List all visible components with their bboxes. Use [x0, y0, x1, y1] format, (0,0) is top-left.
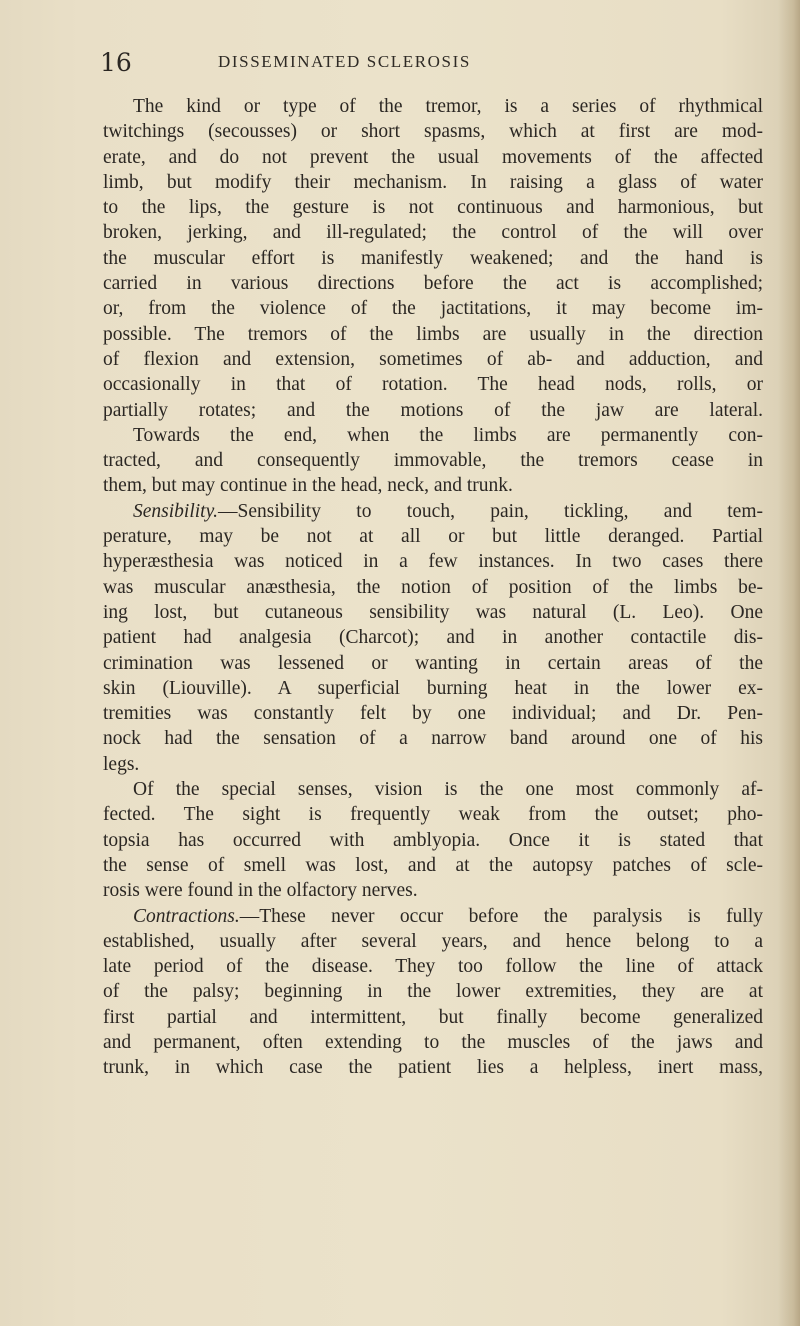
text-line: [103, 423, 763, 448]
text-line: [103, 473, 763, 498]
line-text: or, from the violence of the jactitations, it may become im-: [103, 298, 763, 320]
text-line: [103, 651, 763, 676]
line-text: and permanent, often extending to the muscles of the jaws and: [103, 1031, 763, 1053]
line-text: crimination was lessened or wanting in certain areas of the: [103, 652, 763, 674]
line-text: skin (Liouville). A superficial burning heat in the lower ex-: [103, 677, 763, 699]
section-heading: Contractions.: [133, 905, 240, 927]
line-text: perature, may be not at all or but little deranged. Partial: [103, 526, 763, 548]
line-text: erate, and do not prevent the usual movements of the affected: [103, 146, 763, 168]
text-line: [103, 726, 763, 751]
text-line: [103, 145, 763, 170]
body-text: [103, 94, 763, 1081]
text-line: [103, 600, 763, 625]
line-text: Towards the end, when the limbs are permanently con-: [133, 424, 763, 446]
text-line: [103, 979, 763, 1004]
line-text: —Sensibility to touch, pain, tickling, and tem-: [218, 500, 763, 522]
text-line: [103, 904, 763, 929]
text-line: [103, 524, 763, 549]
text-line: [103, 853, 763, 878]
text-line: [103, 802, 763, 827]
text-line: [103, 929, 763, 954]
line-text: of flexion and extension, sometimes of ab- and adduction, and: [103, 348, 763, 370]
line-text: patient had analgesia (Charcot); and in another contactile dis-: [103, 627, 763, 649]
line-text: limb, but modify their mechanism. In raising a glass of water: [103, 171, 763, 193]
text-line: [103, 372, 763, 397]
line-text: rosis were found in the olfactory nerves.: [103, 880, 418, 902]
line-text: possible. The tremors of the limbs are usually in the direction: [103, 323, 763, 345]
line-text: them, but may continue in the head, neck, and trunk.: [103, 475, 513, 497]
text-line: [103, 94, 763, 119]
text-line: [103, 499, 763, 524]
text-line: [103, 1055, 763, 1080]
line-text: Of the special senses, vision is the one most commonly af-: [133, 779, 763, 801]
text-line: [103, 398, 763, 423]
line-text: was muscular anæsthesia, the notion of position of the limbs be-: [103, 576, 763, 598]
text-line: [103, 549, 763, 574]
line-text: topsia has occurred with amblyopia. Once it is stated that: [103, 829, 763, 851]
text-line: [103, 170, 763, 195]
text-line: [103, 752, 763, 777]
page-number: 16: [100, 48, 132, 77]
text-line: [103, 220, 763, 245]
line-text: hyperæsthesia was noticed in a few instances. In two cases there: [103, 551, 763, 573]
text-line: [103, 347, 763, 372]
text-line: [103, 1005, 763, 1030]
line-text: late period of the disease. They too follow the line of attack: [103, 956, 763, 978]
line-text: the sense of smell was lost, and at the autopsy patches of scle-: [103, 854, 763, 876]
line-text: —These never occur before the paralysis is fully: [239, 905, 763, 927]
running-head: DISSEMINATED SCLEROSIS: [218, 52, 471, 71]
line-text: the muscular effort is manifestly weakened; and the hand is: [103, 247, 763, 269]
page-header: [100, 48, 780, 78]
line-text: broken, jerking, and ill-regulated; the control of the will over: [103, 222, 763, 244]
text-line: [103, 322, 763, 347]
text-line: [103, 119, 763, 144]
text-line: [103, 828, 763, 853]
text-line: [103, 246, 763, 271]
line-text: carried in various directions before the act is accomplished;: [103, 273, 763, 295]
line-text: tracted, and consequently immovable, the tremors cease in: [103, 450, 763, 472]
line-text: partially rotates; and the motions of the jaw are lateral.: [103, 399, 763, 421]
text-line: [103, 1030, 763, 1055]
text-line: [103, 777, 763, 802]
page-edge-shadow: [778, 0, 800, 1326]
line-text: nock had the sensation of a narrow band around one of his: [103, 728, 763, 750]
text-line: [103, 296, 763, 321]
text-line: [103, 676, 763, 701]
text-line: [103, 195, 763, 220]
line-text: The kind or type of the tremor, is a series of rhythmical: [133, 96, 763, 117]
text-line: [103, 701, 763, 726]
line-text: fected. The sight is frequently weak from the outset; pho-: [103, 804, 763, 826]
text-line: [103, 271, 763, 296]
text-line: [103, 878, 763, 903]
line-text: of the palsy; beginning in the lower extremities, they are at: [103, 981, 763, 1003]
line-text: twitchings (secousses) or short spasms, which at first are mod-: [103, 121, 763, 143]
section-heading: Sensibility.: [133, 500, 219, 522]
line-text: first partial and intermittent, but finally become generalized: [103, 1006, 763, 1028]
line-text: ing lost, but cutaneous sensibility was natural (L. Leo). One: [103, 601, 763, 623]
line-text: occasionally in that of rotation. The head nods, rolls, or: [103, 374, 763, 396]
line-text: established, usually after several years, and hence belong to a: [103, 930, 763, 952]
line-text: to the lips, the gesture is not continuous and harmonious, but: [103, 197, 763, 219]
text-line: [103, 575, 763, 600]
text-line: [103, 625, 763, 650]
line-text: legs.: [103, 753, 140, 775]
line-text: trunk, in which case the patient lies a helpless, inert mass,: [103, 1057, 763, 1079]
line-text: tremities was constantly felt by one individual; and Dr. Pen-: [103, 703, 763, 725]
text-line: [103, 954, 763, 979]
text-line: [103, 448, 763, 473]
